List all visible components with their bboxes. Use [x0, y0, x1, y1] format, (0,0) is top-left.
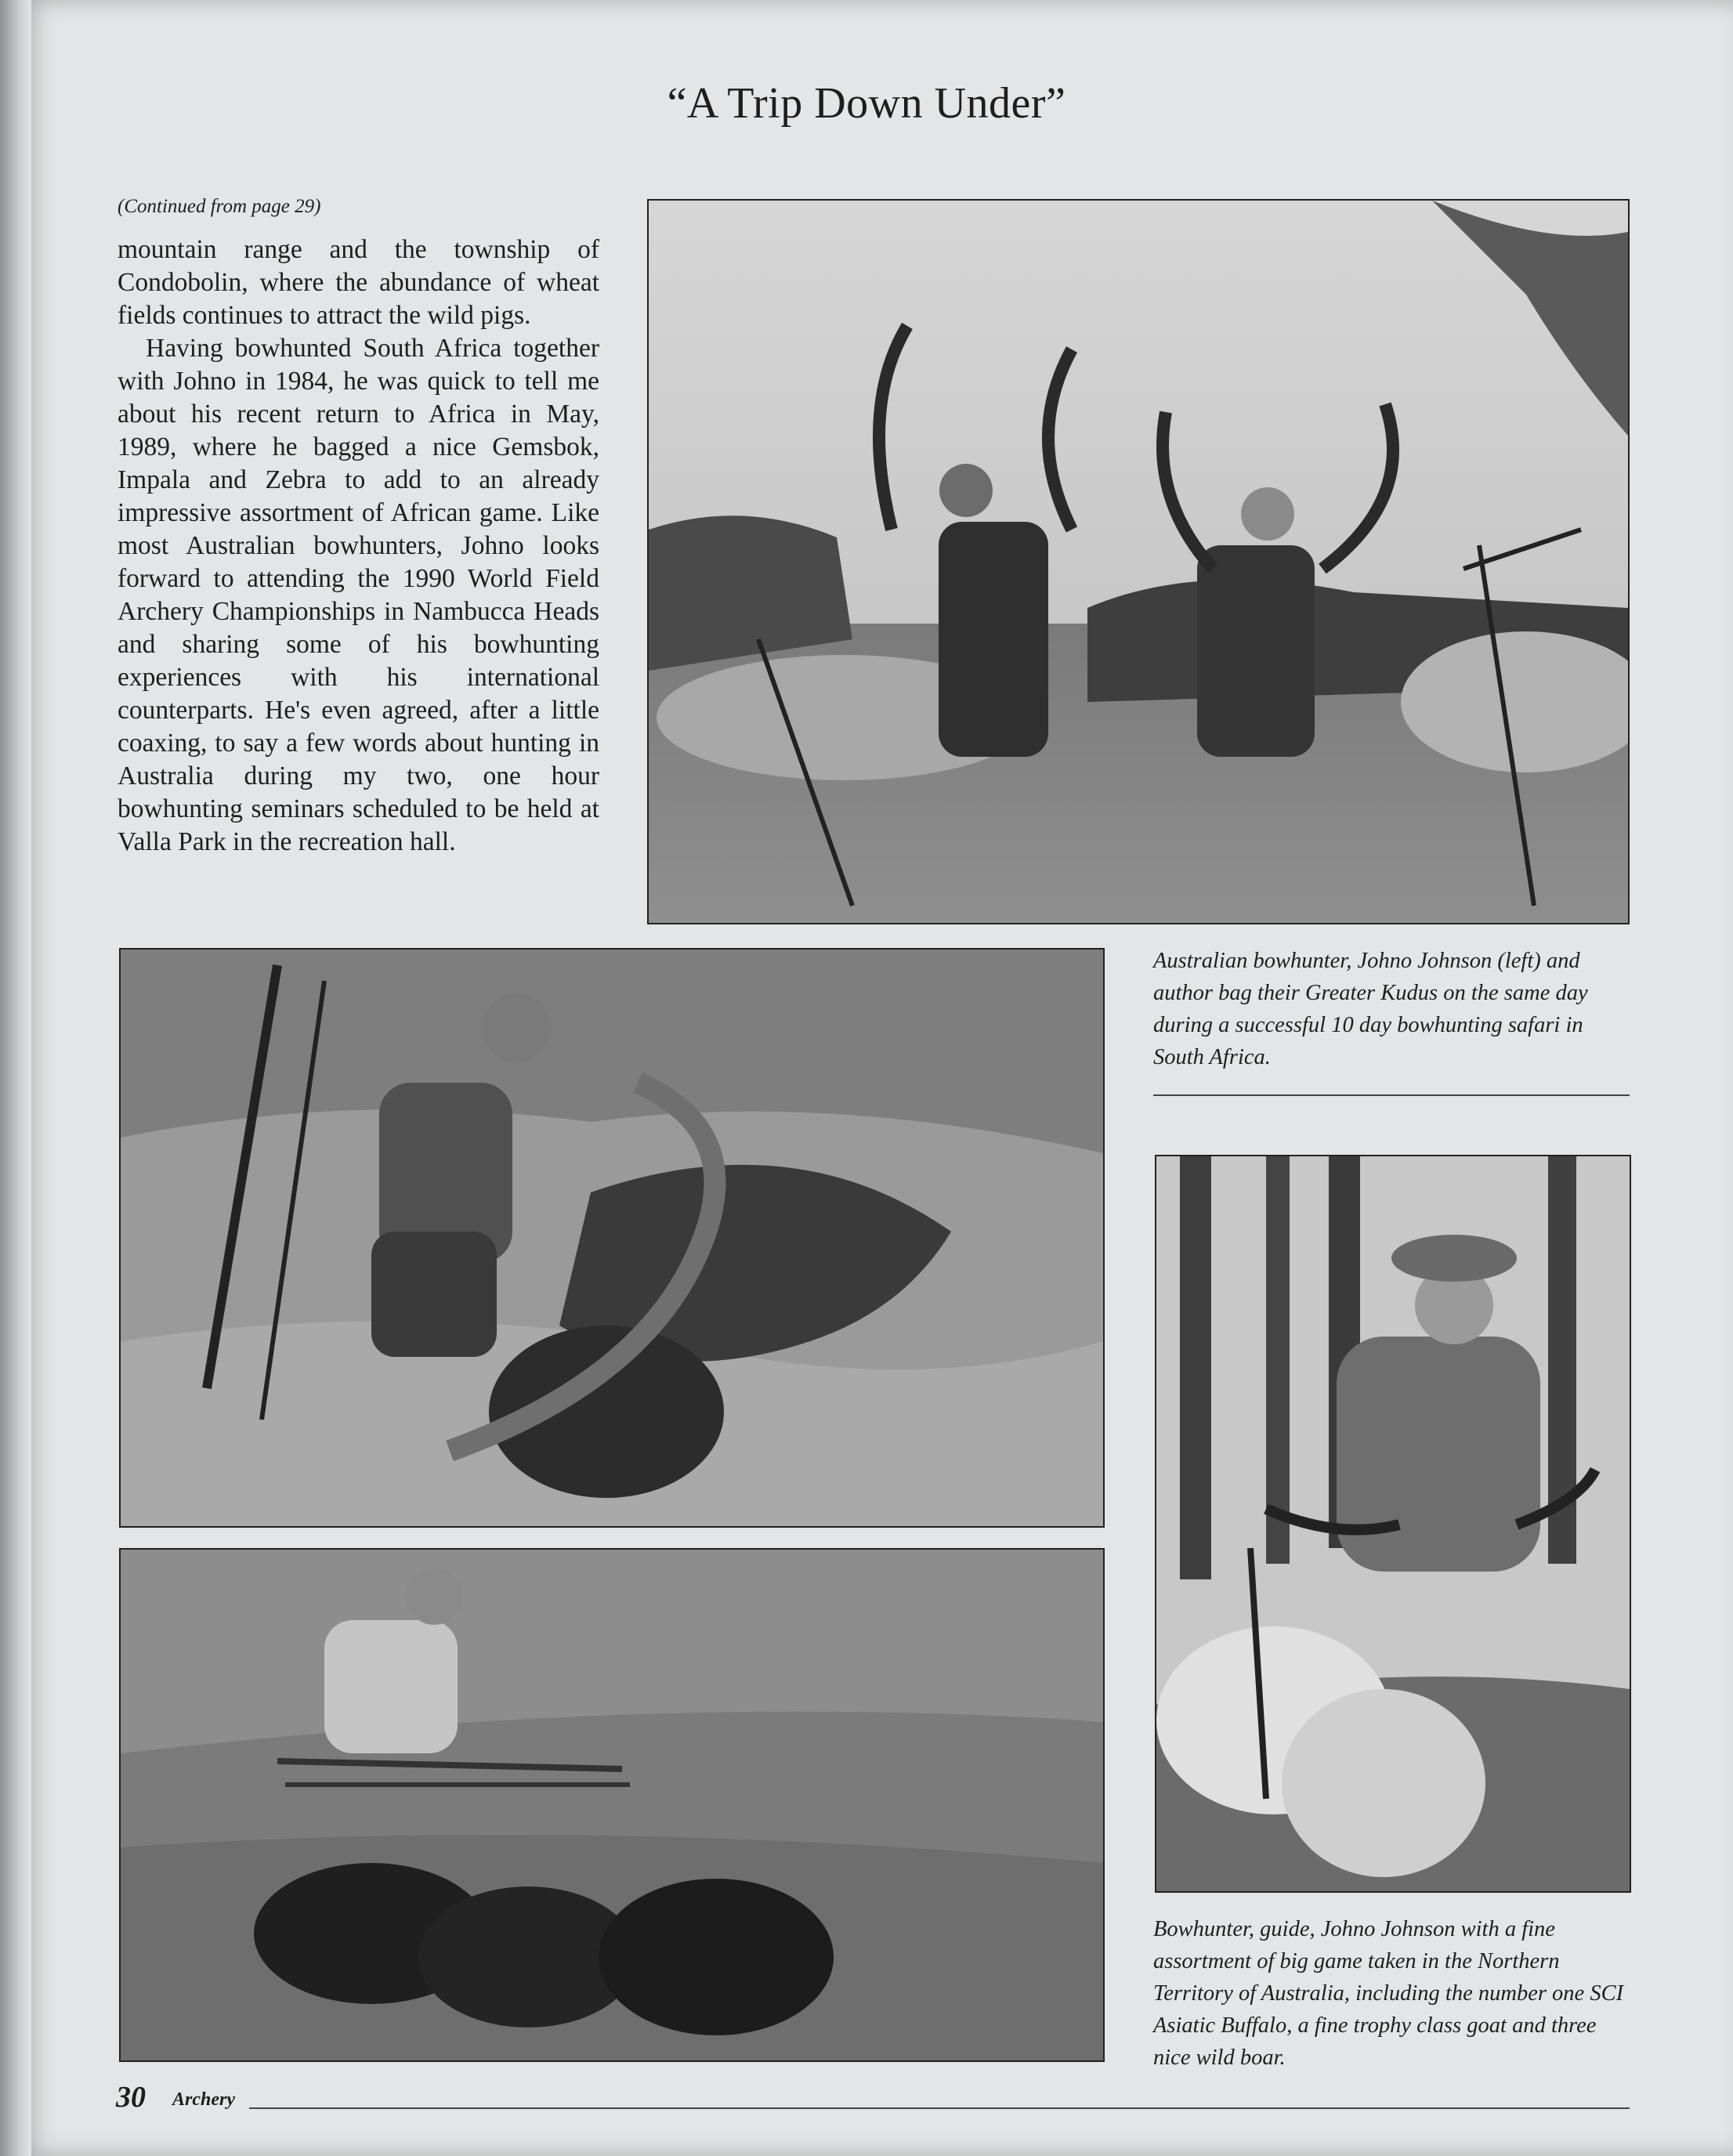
article-title: “A Trip Down Under” [667, 79, 1066, 128]
body-paragraph: mountain range and the township of Condobolin, where the abundance of wheat fields continues to attract the wild pigs. [118, 235, 599, 330]
footer-rule [249, 2107, 1630, 2109]
page-number: 30 [116, 2081, 146, 2114]
photo-goat-guide [1155, 1155, 1631, 1893]
page-spine-shadow [0, 0, 31, 2156]
caption-divider [1153, 1094, 1630, 1096]
body-paragraph: Having bowhunted South Africa together with Johno in 1984, he was quick to tell me about his recent return to Africa in May, 1989, where he bagged a nice Gemsbok, Impala and Zebra to add to an already impressive assortment of African game. Like most Australian bowhunters, Johno looks forward to attending the 1990 World Field Archery Championships in Nambucca Heads and sharing some of his bowhunting experiences with his international counterparts. He's even agreed, after a little coaxing, to say a few words about hunting in Australia during my two, one hour bowhunting seminars scheduled to be held at Valla Park in the recreation hall. [118, 334, 599, 856]
photo-buffalo-hunter [119, 948, 1105, 1528]
continued-note: (Continued from page 29) [118, 196, 321, 217]
photo-kudu-hunters [647, 199, 1630, 924]
article-body [118, 233, 599, 859]
photo-wild-boar [119, 1548, 1105, 2062]
caption-northern-territory: Bowhunter, guide, Johno Johnson with a fine assortment of big game taken in the Northern Territory of Australia, including the number one SCI Asiatic Buffalo, a fine trophy class goat and three nice wild boar. [1153, 1917, 1624, 2070]
magazine-name: Archery [172, 2089, 235, 2110]
caption-kudu: Australian bowhunter, Johno Johnson (left) and author bag their Greater Kudus on the same day during a successful 10 day bowhunting safari in South Africa. [1153, 949, 1588, 1069]
